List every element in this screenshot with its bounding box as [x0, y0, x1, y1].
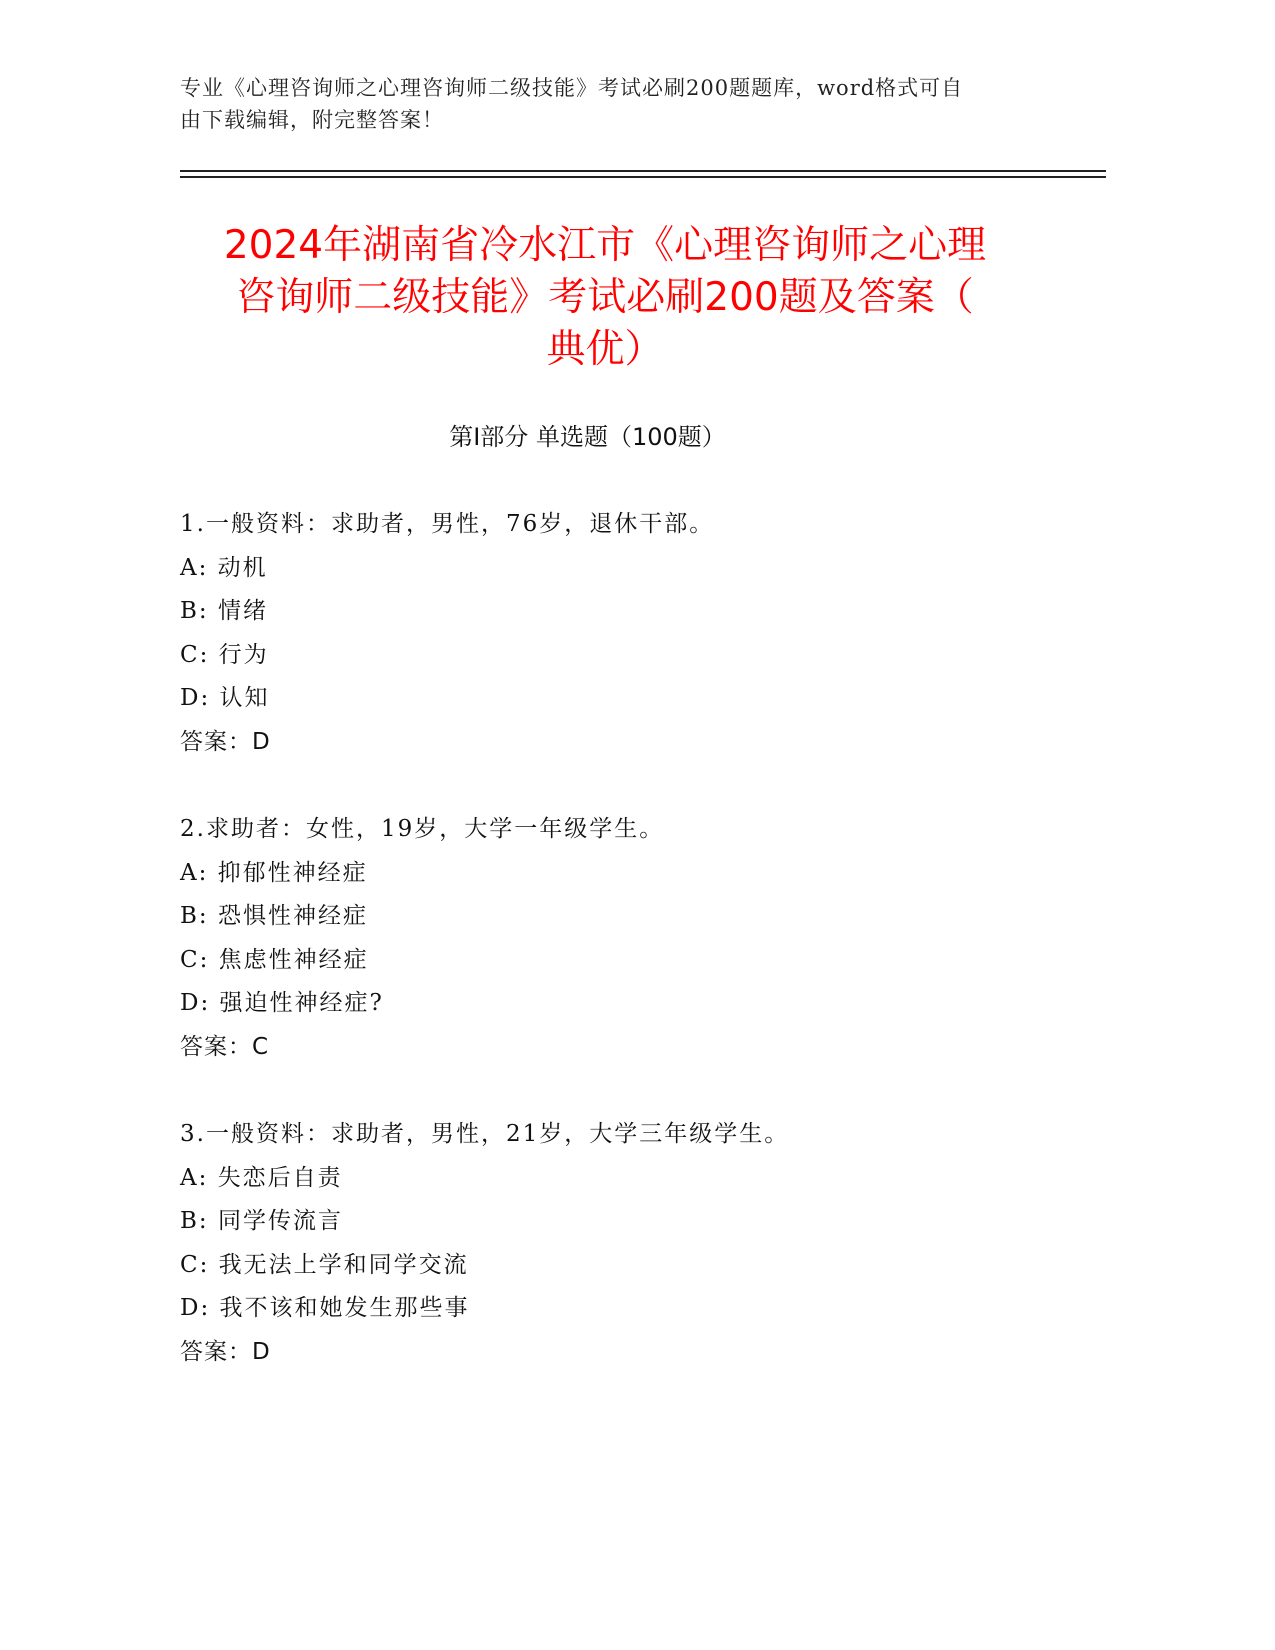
answer-line: 答案：C — [180, 1033, 270, 1060]
question-stem: 3.一般资料：求助者，男性，21岁，大学三年级学生。 — [180, 1121, 790, 1147]
header-divider-top — [180, 170, 1106, 172]
answer-line: 答案：D — [180, 1338, 271, 1365]
option-d: D: 我不该和她发生那些事 — [180, 1295, 470, 1321]
option-b: B: 情绪 — [180, 598, 268, 624]
option-b: B: 同学传流言 — [180, 1208, 343, 1234]
question-item — [180, 808, 1080, 1069]
option-a: A: 抑郁性神经症 — [180, 859, 368, 886]
option-a: A: 动机 — [180, 554, 268, 581]
option-c: C: 我无法上学和同学交流 — [180, 1251, 469, 1278]
document-intro — [180, 72, 1040, 136]
intro-line-1: 专业《心理咨询师之心理咨询师二级技能》考试必刷200题题库，word格式可自 — [180, 76, 964, 100]
option-d: D: 认知 — [180, 685, 270, 711]
title-line-1: 2024年湖南省冷水江市《心理咨询师之心理 — [223, 223, 987, 268]
option-a: A: 失恋后自责 — [180, 1164, 343, 1191]
question-item — [180, 1113, 1080, 1374]
option-b: B: 恐惧性神经症 — [180, 903, 368, 929]
title-line-2: 咨询师二级技能》考试必刷200题及答案（ — [236, 275, 974, 320]
document-title — [170, 220, 1040, 376]
question-stem: 2.求助者：女性，19岁，大学一年级学生。 — [180, 816, 665, 842]
intro-line-2: 由下载编辑，附完整答案！ — [180, 108, 444, 132]
title-line-3: 典优） — [546, 327, 664, 372]
option-c: C: 焦虑性神经症 — [180, 946, 369, 973]
header-divider-bottom — [180, 176, 1106, 178]
option-d: D: 强迫性神经症? — [180, 990, 384, 1016]
answer-line: 答案：D — [180, 728, 271, 755]
option-c: C: 行为 — [180, 641, 269, 668]
question-stem: 1.一般资料：求助者，男性，76岁，退休干部。 — [180, 511, 715, 537]
question-item — [180, 503, 1080, 764]
section-heading: 第I部分 单选题（100题） — [449, 423, 726, 451]
